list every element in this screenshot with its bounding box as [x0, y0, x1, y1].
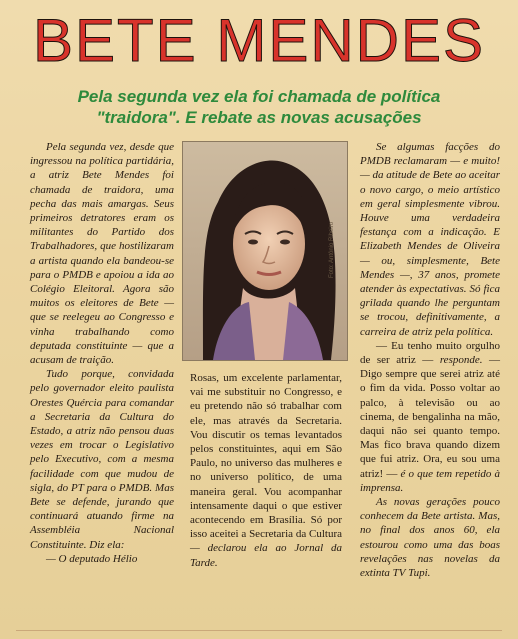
headline: BETE MENDES — [32, 7, 486, 74]
col3-paragraph-2 — [360, 339, 500, 495]
col2-paragraph — [190, 371, 342, 570]
bottom-divider — [16, 630, 502, 631]
deck-line-1: Pela segunda vez ela foi chamada de política — [77, 87, 441, 106]
column-3 — [360, 140, 500, 580]
col1-paragraph-2: Tudo porque, convidada pelo governador eleito paulista Orestes Quércia para comandar a Secretaria da Cultura do Estado, a atriz não pensou duas vezes em trocar o Legislativo pelo Executivo, com a mesma facilidade com que mudou de sigla, do PT para o PMDB. Mas Bete se defende, jurando que continuará atuando firme na Assembléia Nacional Constituinte. Diz ela: — [30, 368, 174, 551]
col3-paragraph-3: As novas gerações pouco conhecem da Bete artista. Mas, no final dos anos 60, ela estourou como uma das boas revelações nas novelas da extinta TV Tupi. — [360, 496, 500, 580]
photo-credit: Foto: Antônio Ribeiro — [329, 221, 335, 278]
col2-attribution: — declarou ela ao Jornal da Tarde. — [190, 542, 342, 569]
col1-paragraph-3: — O deputado Hélio — [46, 552, 138, 565]
col3-attribution: responde. — [439, 354, 483, 367]
column-2 — [190, 371, 342, 570]
col3-quote-b: — Digo sempre que serei atriz até o fim da vida. Posso voltar ao palco, à televisão ou ao cinema, de bengalinha na mão, daqui não sei quanto tempo. Mas fico brava quando dizem que fui atriz. Ora, eu sou uma atriz! — — [360, 354, 500, 480]
portrait-photo — [182, 141, 348, 361]
col3-quote-a: — Eu tenho muito orgulho de ser atriz — — [360, 339, 500, 367]
deck-line-2: "traidora". E rebate as novas acusações — [96, 108, 422, 127]
portrait-illustration — [183, 142, 347, 360]
deck-subtitle — [40, 86, 478, 128]
column-1 — [30, 140, 174, 566]
col2-text: Rosas, um excelente parlamentar, vai me substituir no Congresso, e eu pretendo não só trabalhar com ele, mas através da Secretaria. Vou discutir os temas levantados pelos constituintes, aqui em São Paulo, no universo das mulheres e no universo político, de uma maneira geral. Vou acompanhar intensamente daqui o que estiver acontecendo em Brasília. Só por isso aceitei a Secretaria da Cultura — [190, 372, 342, 541]
col1-paragraph-1: Pela segunda vez, desde que ingressou na política partidária, a atriz Bete Mendes foi chamada de traidora, uma pecha das mais amargas. Seus primeiros detratores eram os militantes do Partido dos Trabalhadores, que hostilizaram a artista quando ela bandeou-se para o PMDB e apoiou a ida ao Colégio Eleitoral. Agora são muitos os eleitores de Bete — que se reelegeu ao Congresso e vinha trabalhando como deputada constituinte — que a acusam de traição. — [30, 141, 174, 367]
col3-paragraph-1: Se algumas facções do PMDB reclamaram — e muito! — da atitude de Bete ao aceitar o novo cargo, o meio artístico em geral simplesmente vibrou. Houve uma verdadeira festança com a indicação. E Elizabeth Mendes de Oliveira — ou, simplesmente, Bete Mendes —, 37 anos, promete atender às expectativas. Só fica grilada quando lhe perguntam se trocou, definitivamente, a carreira de atriz pela política. — [360, 141, 500, 338]
col3-quote-tail: é o que tem repetido à imprensa. — [360, 467, 501, 494]
